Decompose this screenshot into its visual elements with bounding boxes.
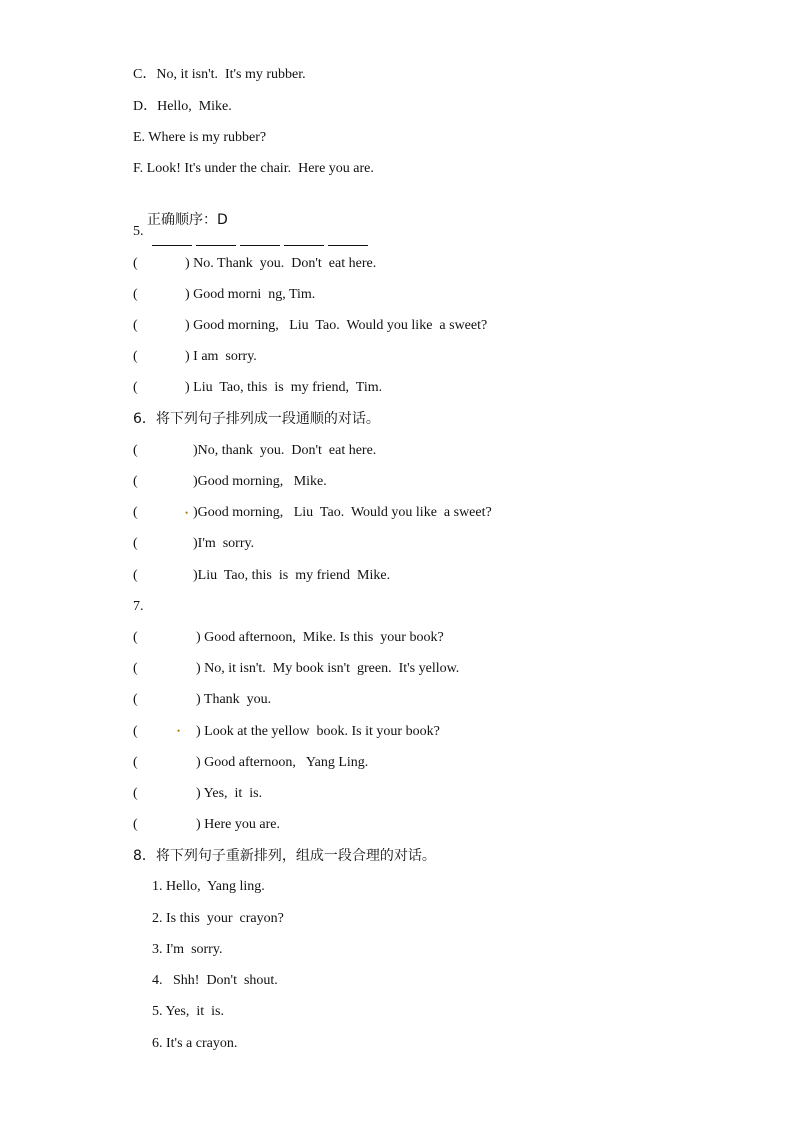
q5-item: ( ) Good morni ng, Tim. <box>133 287 316 302</box>
q5-number: 5. <box>133 224 144 239</box>
q6-item: ( )Good morning, Liu Tao. Would you like a sweet? <box>133 505 492 520</box>
q5-item: ( ) Liu Tao, this is my friend, Tim. <box>133 380 383 395</box>
option-e: E. Where is my rubber? <box>133 130 267 145</box>
q7-item: ( ) Look at the yellow book. Is it your book? <box>133 724 440 739</box>
q8-item: 6. It's a crayon. <box>152 1036 238 1051</box>
order-label: 正确顺序：D <box>147 212 228 228</box>
answer-blank[interactable] <box>152 231 192 246</box>
q7-item: ( ) Good afternoon, Mike. Is this your book? <box>133 630 444 645</box>
q6-item: ( )I'm sorry. <box>133 536 255 551</box>
q5-item: ( ) No. Thank you. Don't eat here. <box>133 256 377 271</box>
q7-item: ( ) Good afternoon, Yang Ling. <box>133 755 369 770</box>
answer-blank[interactable] <box>240 231 280 246</box>
q8-item: 4. Shh! Don't shout. <box>152 973 278 988</box>
option-f: F. Look! It's under the chair. Here you are. <box>133 161 374 176</box>
q5-item: ( ) I am sorry. <box>133 349 257 364</box>
q7-item: ( ) Thank you. <box>133 692 272 707</box>
q7-item: ( ) No, it isn't. My book isn't green. It's yellow. <box>133 661 460 676</box>
stray-dot: • <box>185 508 189 518</box>
q8-item: 3. I'm sorry. <box>152 942 223 957</box>
q6-title: 6．将下列句子排列成一段通顺的对话。 <box>133 411 380 427</box>
answer-blank[interactable] <box>328 231 368 246</box>
q5-item: ( ) Good morning, Liu Tao. Would you like a sweet? <box>133 318 488 333</box>
q8-item: 5. Yes, it is. <box>152 1004 224 1019</box>
q8-item: 2. Is this your crayon? <box>152 911 284 926</box>
q8-title: 8．将下列句子重新排列，组成一段合理的对话。 <box>133 848 436 864</box>
stray-dot: • <box>177 726 181 736</box>
q6-item: ( )Good morning, Mike. <box>133 474 327 489</box>
q8-item: 1. Hello, Yang ling. <box>152 879 265 894</box>
q7-number: 7. <box>133 599 144 614</box>
q7-item: ( ) Yes, it is. <box>133 786 263 801</box>
q6-item: ( )No, thank you. Don't eat here. <box>133 443 377 458</box>
answer-blank[interactable] <box>196 231 236 246</box>
q6-item: ( )Liu Tao, this is my friend Mike. <box>133 568 391 583</box>
q7-item: ( ) Here you are. <box>133 817 280 832</box>
option-c: C．No, it isn't. It's my rubber. <box>133 67 306 82</box>
option-d: D．Hello, Mike. <box>133 99 232 114</box>
answer-blank[interactable] <box>284 231 324 246</box>
order-line <box>133 190 372 228</box>
